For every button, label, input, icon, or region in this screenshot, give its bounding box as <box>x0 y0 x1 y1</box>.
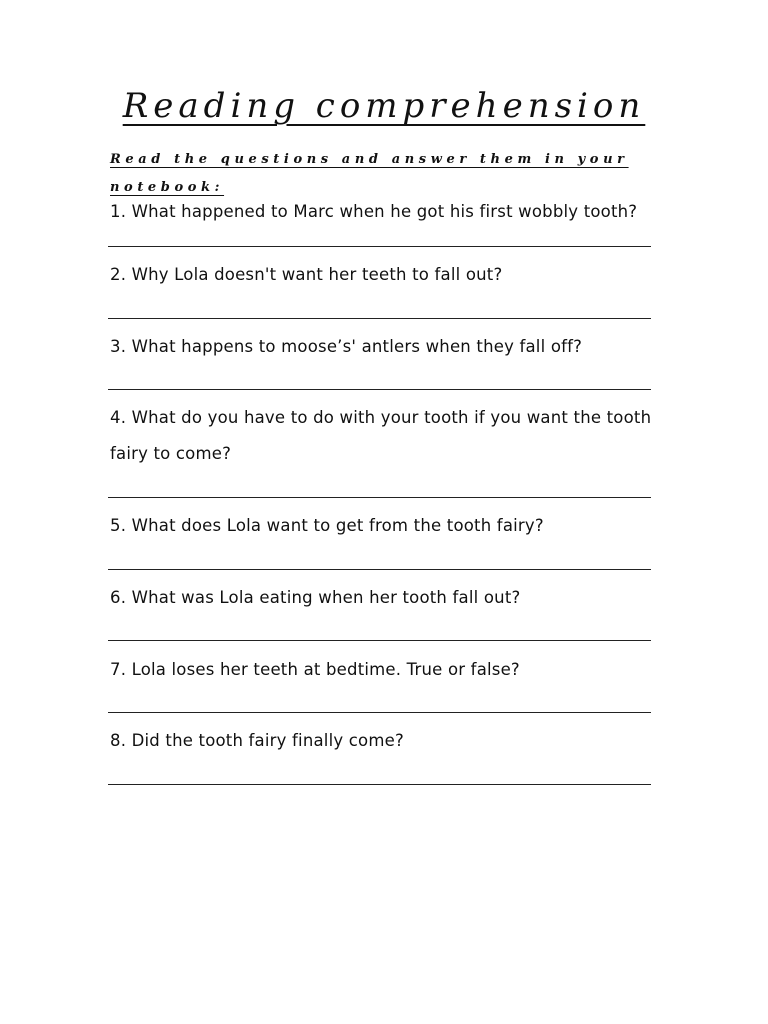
question-2: 2. Why Lola doesn't want her teeth to fall out? <box>110 265 503 284</box>
answer-line-4 <box>108 497 651 498</box>
answer-line-5 <box>108 569 651 570</box>
question-3: 3. What happens to moose’s' antlers when they fall off? <box>110 337 583 356</box>
question-7: 7. Lola loses her teeth at bedtime. True or false? <box>110 660 520 679</box>
answer-line-7 <box>108 712 651 713</box>
answer-line-3 <box>108 389 651 390</box>
question-6: 6. What was Lola eating when her tooth fall out? <box>110 588 521 607</box>
answer-line-2 <box>108 318 651 319</box>
answer-line-6 <box>108 640 651 641</box>
worksheet-title <box>0 82 768 130</box>
answer-line-1 <box>108 246 651 247</box>
answer-line-8 <box>108 784 651 785</box>
instruction-text: Read the questions and answer them in your notebook: <box>110 152 629 195</box>
title-text: Reading comprehension <box>122 86 646 126</box>
question-1: 1. What happened to Marc when he got his first wobbly tooth? <box>110 202 638 221</box>
question-5: 5. What does Lola want to get from the tooth fairy? <box>110 516 544 535</box>
question-8: 8. Did the tooth fairy finally come? <box>110 731 404 750</box>
question-4: 4. What do you have to do with your tooth if you want the tooth fairy to come? <box>110 408 652 463</box>
